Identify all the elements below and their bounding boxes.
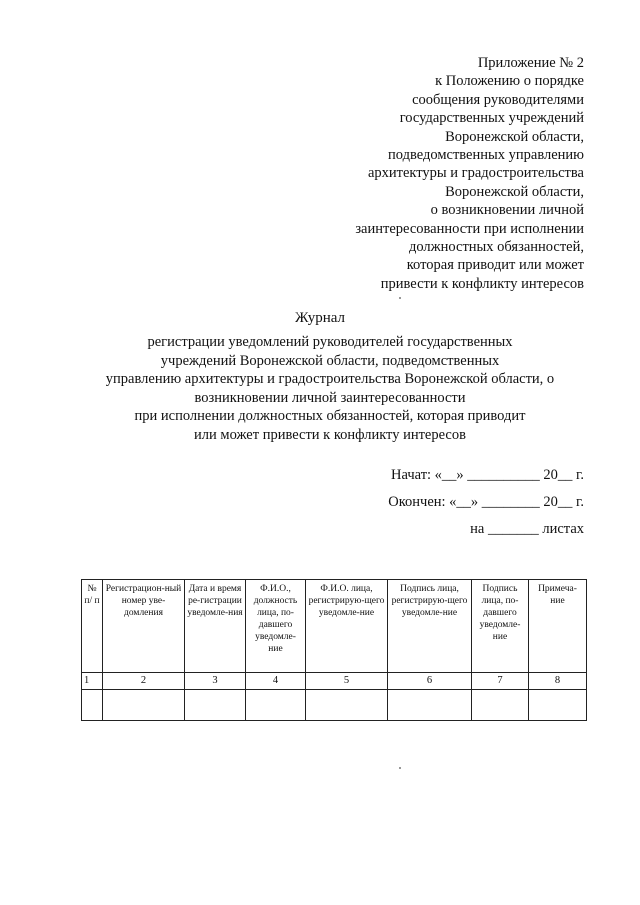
registration-table bbox=[81, 579, 587, 721]
appendix-line: к Положению о порядке bbox=[435, 73, 584, 90]
column-number: 8 bbox=[529, 673, 587, 690]
table-cell bbox=[388, 690, 472, 721]
column-number: 7 bbox=[472, 673, 529, 690]
subtitle-line: возникновении личной заинтересованности bbox=[194, 389, 466, 406]
appendix-line: Приложение № 2 bbox=[477, 55, 584, 71]
appendix-line: архитектуры и градостроительства bbox=[367, 165, 584, 182]
appendix-line: Воронежской области, bbox=[445, 183, 584, 200]
column-header: Примеча-ние bbox=[529, 580, 587, 673]
column-number: 4 bbox=[246, 673, 306, 690]
table-cell bbox=[82, 690, 103, 721]
table-cell bbox=[246, 690, 306, 721]
appendix-line: Воронежской области, bbox=[445, 128, 584, 145]
appendix-line: подведомственных управлению bbox=[388, 147, 584, 164]
appendix-line: должностных обязанностей, bbox=[408, 239, 584, 256]
column-header: Дата и время ре-гистрации уведомле-ния bbox=[185, 580, 246, 673]
table-cell bbox=[185, 690, 246, 721]
journal-title: Журнал bbox=[294, 310, 345, 326]
column-header: Ф.И.О. лица, регистрирую-щего уведомле-ние bbox=[306, 580, 388, 673]
finished-date: Окончен: «__» ________ 20__ г. bbox=[388, 494, 584, 510]
table-header-row bbox=[82, 580, 587, 673]
table-cell bbox=[306, 690, 388, 721]
appendix-line: привести к конфликту интересов bbox=[380, 275, 584, 292]
appendix-line: сообщения руководителями bbox=[412, 91, 584, 108]
column-number: 2 bbox=[103, 673, 185, 690]
table-cell bbox=[472, 690, 529, 721]
subtitle-line: учреждений Воронежской области, подведомственных bbox=[160, 352, 500, 369]
subtitle-line: управлению архитектуры и градостроительства Воронежской области, о bbox=[105, 371, 555, 387]
table-cell bbox=[103, 690, 185, 721]
table-cell bbox=[529, 690, 587, 721]
column-header: Подпись лица, по-давшего уведомле-ние bbox=[472, 580, 529, 673]
table-number-row bbox=[82, 673, 587, 690]
appendix-line: которая приводит или может bbox=[406, 257, 584, 274]
column-header: № п/ п bbox=[82, 580, 103, 673]
appendix-line: о возникновении личной bbox=[430, 202, 584, 219]
column-number: 3 bbox=[185, 673, 246, 690]
subtitle-line: регистрации уведомлений руководителей государственных bbox=[147, 334, 513, 350]
column-number: 5 bbox=[306, 673, 388, 690]
scan-speck bbox=[399, 297, 401, 299]
column-header: Регистрацион-ный номер уве-домления bbox=[103, 580, 185, 673]
appendix-line: государственных учреждений bbox=[399, 110, 584, 127]
journal-subtitle bbox=[60, 333, 600, 444]
table-empty-row bbox=[82, 690, 587, 721]
column-header: Ф.И.О., должность лица, по-давшего уведомле-ние bbox=[246, 580, 306, 673]
sheets-count: на _______ листах bbox=[470, 521, 584, 537]
column-number: 1 bbox=[82, 673, 103, 690]
appendix-line: заинтересованности при исполнении bbox=[355, 220, 584, 237]
column-number: 6 bbox=[388, 673, 472, 690]
column-header: Подпись лица, регистрирую-щего уведомле-ние bbox=[388, 580, 472, 673]
subtitle-line: при исполнении должностных обязанностей, которая приводит bbox=[134, 408, 526, 424]
started-date: Начат: «__» __________ 20__ г. bbox=[391, 467, 584, 483]
appendix-header bbox=[284, 54, 584, 293]
subtitle-line: или может привести к конфликту интересов bbox=[194, 426, 466, 443]
scan-speck bbox=[399, 767, 401, 769]
